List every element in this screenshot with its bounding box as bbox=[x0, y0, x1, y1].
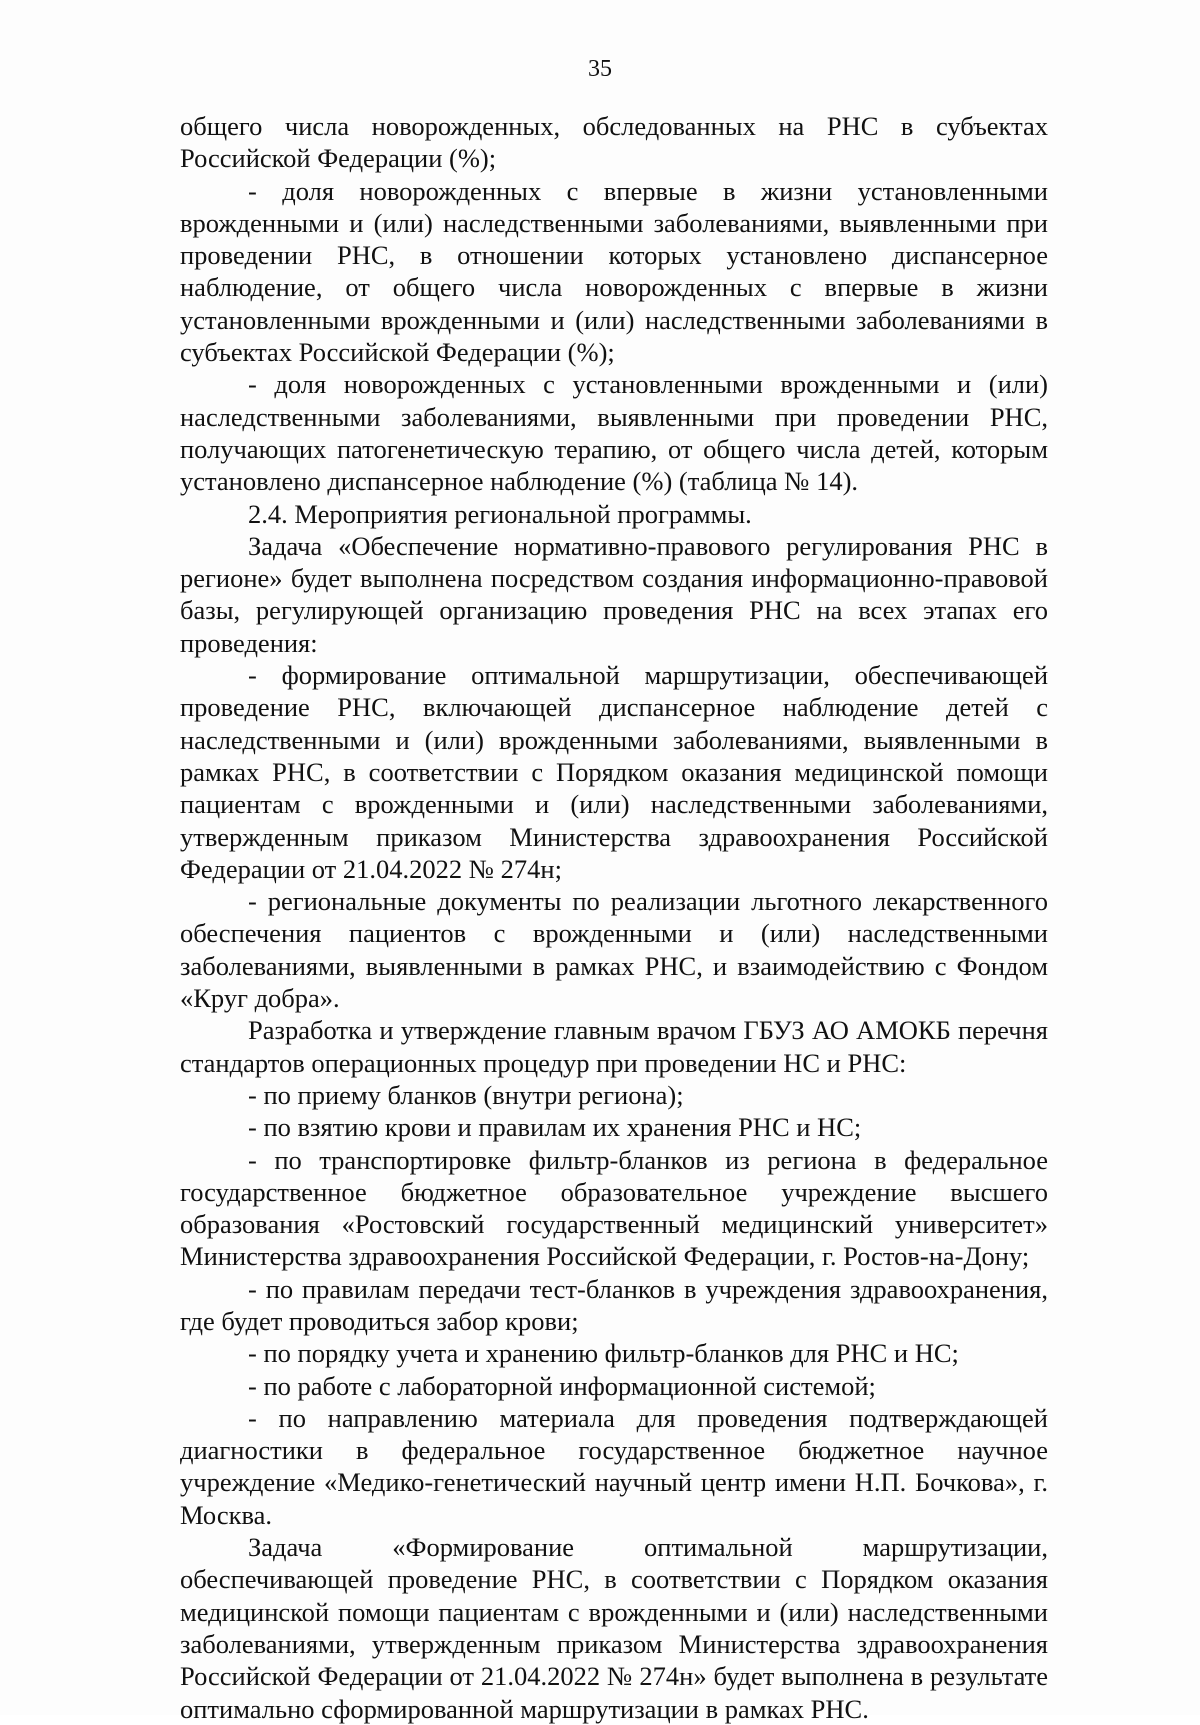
paragraph: - по работе с лабораторной информационной системой; bbox=[248, 1370, 876, 1401]
paragraph: - региональные документы по реализации льготного лекарственного обеспечения пациентов с врожденными и (или) наследственными заболеваниями, выявленными в рамках РНС, и взаимодействию с Фондом «Круг добра». bbox=[180, 886, 1048, 1014]
paragraph: Задача «Обеспечение нормативно-правового регулирования РНС в регионе» будет выполнена посредством создания информационно-правовой базы, регулирующей организацию проведения РНС на всех этапах его проведения: bbox=[180, 530, 1048, 658]
paragraph: - по порядку учета и хранению фильтр-бланков для РНС и НС; bbox=[248, 1338, 959, 1369]
paragraph: - доля новорожденных с установленными врожденными и (или) наследственными заболеваниями, выявленными при проведении РНС, получающих патогенетическую терапию, от общего числа детей, которым установлено диспансерное наблюдение (%) (таблица № 14). bbox=[180, 369, 1048, 497]
page-number: 35 bbox=[588, 56, 612, 82]
paragraph: - по приему бланков (внутри региона); bbox=[248, 1079, 684, 1110]
body-text bbox=[180, 110, 1048, 1725]
paragraph: - доля новорожденных с впервые в жизни установленными врожденными и (или) наследственными заболеваниями, выявленными при проведении РНС, в отношении которых установлено диспансерное наблюдение, от общего числа новорожденных с впервые в жизни установленными врожденными и (или) наследственными заболеваниями в субъектах Российской Федерации (%); bbox=[180, 175, 1048, 368]
paragraph: общего числа новорожденных, обследованных на РНС в субъектах Российской Федерации (%); bbox=[180, 111, 1048, 174]
paragraph: Задача «Формирование оптимальной маршрутизации, обеспечивающей проведение РНС, в соответствии с Порядком оказания медицинской помощи пациентам с врожденными и (или) наследственными заболеваниями, утвержденным приказом Министерства здравоохранения Российской Федерации от 21.04.2022 № 274н» будет выполнена в результате оптимально сформированной маршрутизации в рамках РНС. bbox=[180, 1532, 1048, 1724]
paragraph: - по транспортировке фильтр-бланков из региона в федеральное государственное бюджетное образовательное учреждение высшего образования «Ростовский государственный медицинский университет» Министерства здравоохранения Российской Федерации, г. Ростов-на-Дону; bbox=[180, 1144, 1048, 1272]
paragraph: - по взятию крови и правилам их хранения РНС и НС; bbox=[248, 1112, 862, 1143]
paragraph: - по правилам передачи тест-бланков в учреждения здравоохранения, где будет проводиться забор крови; bbox=[180, 1273, 1048, 1336]
paragraph: 2.4. Мероприятия региональной программы. bbox=[248, 498, 752, 529]
paragraph: Разработка и утверждение главным врачом ГБУЗ АО АМОКБ перечня стандартов операционных процедур при проведении НС и РНС: bbox=[180, 1015, 1048, 1078]
paragraph: - по направлению материала для проведения подтверждающей диагностики в федеральное государственное бюджетное научное учреждение «Медико-генетический научный центр имени Н.П. Бочкова», г. Москва. bbox=[180, 1402, 1048, 1530]
paragraph: - формирование оптимальной маршрутизации, обеспечивающей проведение РНС, включающей диспансерное наблюдение детей с наследственными и (или) врожденными заболеваниями, выявленными в рамках РНС, в соответствии с Порядком оказания медицинской помощи пациентам с врожденными и (или) наследственными заболеваниями, утвержденным приказом Министерства здравоохранения Российской Федерации от 21.04.2022 № 274н; bbox=[180, 660, 1048, 884]
